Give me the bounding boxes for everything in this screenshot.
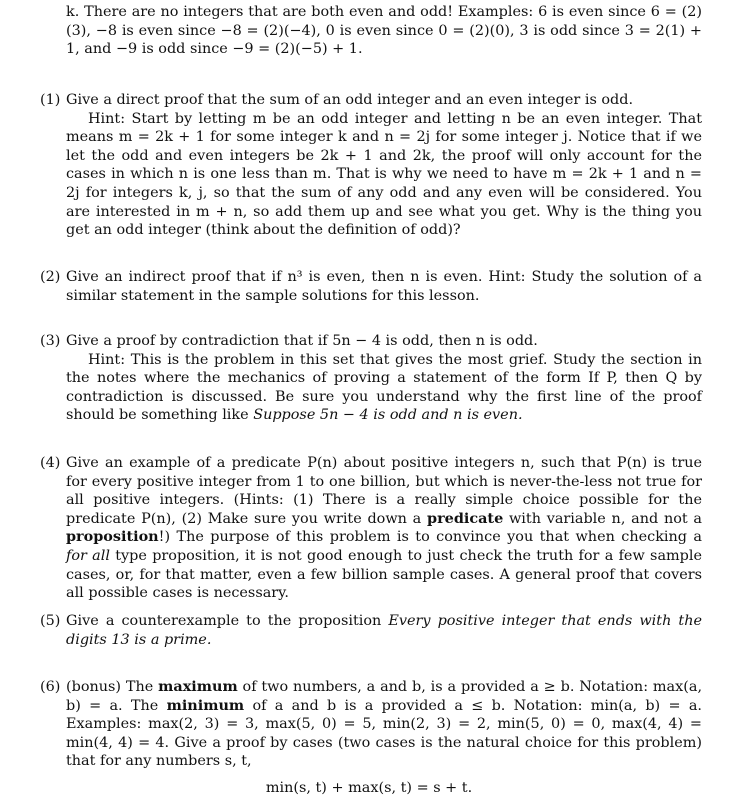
problem-text: (bonus) The <box>66 679 154 695</box>
problem-2 <box>40 268 702 305</box>
problem-number: (6) <box>40 679 61 695</box>
problem-text: with variable n, and not a <box>508 510 702 527</box>
display-equation: min(s, t) + max(s, t) = s + t. <box>265 780 473 796</box>
problem-text: of a and b is a provided a ≤ b. Notation: min(a, b) = a. Examples: max(2, 3) = 3, max(5, 0) = 5, min(2, 3) = 2, min(5, 0) = 0, max(4, 4) = min(4, 4) = 4. Give a proof by cases (two cases is the natural choice for this problem) that for any numbers s, t, <box>66 697 702 770</box>
problem-question: Give a proof by contradiction that if 5n − 4 is odd, then n is odd. <box>66 333 538 349</box>
problem-number: (4) <box>40 455 61 471</box>
problem-number: (2) <box>40 269 61 285</box>
bold-term: proposition <box>66 528 159 546</box>
problem-5 <box>40 612 702 649</box>
problem-body <box>66 454 702 603</box>
problem-hint: Hint: Start by letting m be an odd integer and letting n be an even integer. That means m = 2k + 1 for some integer k and n = 2j for some integer j. Notice that if we let the odd and even integers be 2k + 1 and 2k, the proof will only account for the cases in which n is one less than m. That is why we need to have m = 2k + 1 and n = 2j for integers k, j, so that the sum of any odd and any even will be considered. You are interested in m + n, so add them up and see what you get. Why is the thing you get an odd integer (think about the definition of odd)? <box>66 110 702 239</box>
problem-4 <box>40 454 702 603</box>
problem-text: Give an example of a predicate P(n) about positive integers n, such that P(n) is true for every positive integer from 1 to one billion, but which is never-the-less not true for all positive integers. (Hints: (1) There is a really simple choice possible for the predicate P(n), (2) Make sure you write down a <box>66 455 702 527</box>
italic-term: for all <box>66 547 110 564</box>
problem-1 <box>40 91 702 240</box>
problem-text: Give a counterexample to the proposition <box>66 613 382 629</box>
hint-text: Hint: This is the problem in this set that gives the most grief. Study the section in the notes where the mechanics of proving a statement of the form If P, then Q by contradiction is discussed. Be sure you understand why the first line of the proof should be something like <box>66 351 702 424</box>
problem-number: (1) <box>40 92 61 108</box>
problem-hint <box>66 351 702 425</box>
italic-proposition: Every positive integer that ends with the digits 13 is a prime. <box>66 613 702 648</box>
bold-term: maximum <box>158 678 238 695</box>
problem-text: !) The purpose of this problem is to convince you that when checking a <box>158 529 702 546</box>
problem-number: (5) <box>40 613 61 629</box>
problem-body <box>66 678 702 771</box>
intro-paragraph: k. There are no integers that are both even and odd! Examples: 6 is even since 6 = (2)(3), −8 is even since −8 = (2)(−4), 0 is even since 0 = (2)(0), 3 is odd since 3 = 2(1) + 1, and −9 is odd since −9 = (2)(−5) + 1. <box>66 4 702 58</box>
problem-6 <box>40 678 702 771</box>
problem-question: Give an indirect proof that if n³ is even, then n is even. Hint: Study the solution of a similar statement in the sample solutions for this lesson. <box>66 269 702 304</box>
problem-3 <box>40 332 702 425</box>
hint-emphasis: Suppose 5n − 4 is odd and n is even. <box>253 407 523 424</box>
problem-question: Give a direct proof that the sum of an odd integer and an even integer is odd. <box>66 92 634 108</box>
problem-number: (3) <box>40 333 61 349</box>
problem-text: type proposition, it is not good enough to just check the truth for a few sample cases, or, for that matter, even a few billion sample cases. A general proof that covers all possible cases is necessary. <box>66 547 703 602</box>
problem-text: of two numbers, a and b, is a provided a ≥ b. Notation: max(a, b) = a. The <box>66 679 703 714</box>
bold-term: predicate <box>427 509 504 527</box>
problem-body <box>66 612 702 649</box>
bold-term: minimum <box>166 696 245 714</box>
